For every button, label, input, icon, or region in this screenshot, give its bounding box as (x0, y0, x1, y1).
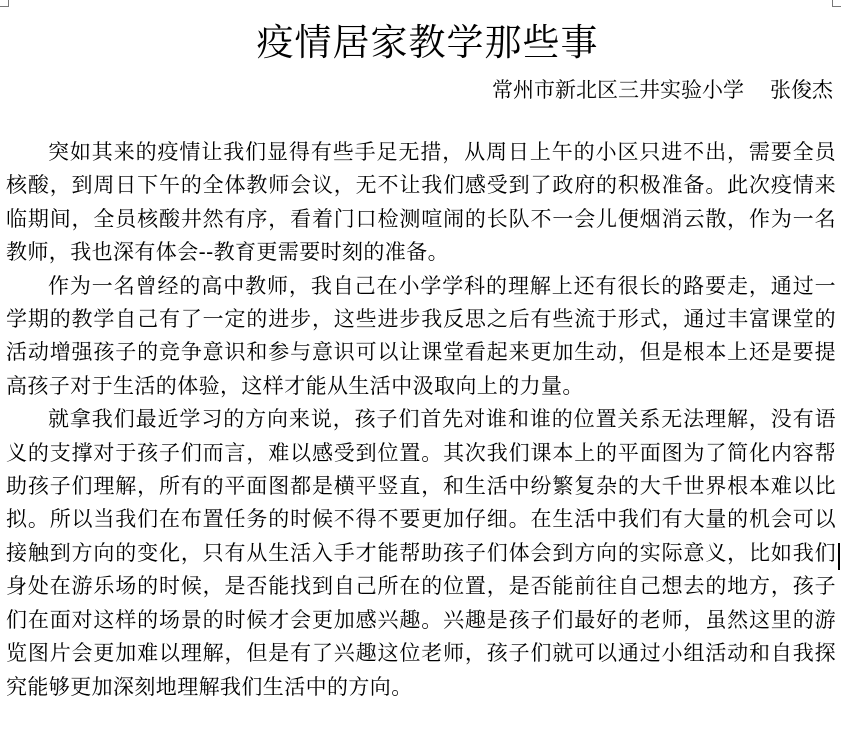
page-corner-mark-right (832, 0, 841, 7)
author-byline (492, 74, 833, 106)
page-corner-mark-left (0, 0, 9, 7)
author-name: 张俊杰 (770, 78, 833, 102)
document-body[interactable] (6, 136, 836, 704)
paragraph-3[interactable]: 就拿我们最近学习的方向来说，孩子们首先对谁和谁的位置关系无法理解，没有语义的支撑对于孩子们而言，难以感受到位置。其次我们课本上的平面图为了简化内容帮助孩子们理解，所有的平面图都是横平竖直，和生活中纷繁复杂的大千世界根本难以比拟。所以当我们在布置任务的时候不得不要更加仔细。在生活中我们有大量的机会可以接触到方向的变化，只有从生活入手才能帮助孩子们体会到方向的实际意义，比如我们身处在游乐场的时候，是否能找到自己所在的位置，是否能前往自己想去的地方，孩子们在面对这样的场景的时候才会更加感兴趣。兴趣是孩子们最好的老师，虽然这里的游览图片会更加难以理解，但是有了兴趣这位老师，孩子们就可以通过小组活动和自我探究能够更加深刻地理解我们生活中的方向。 (6, 407, 836, 699)
document-title: 疫情居家教学那些事 (256, 21, 599, 64)
text-cursor (838, 543, 840, 570)
paragraph-1[interactable]: 突如其来的疫情让我们显得有些手足无措，从周日上午的小区只进不出，需要全员核酸，到周日下午的全体教师会议，无不让我们感受到了政府的积极准备。此次疫情来临期间，全员核酸井然有序，看着门口检测喧闹的长队不一会儿便烟消云散，作为一名教师，我也深有体会--教育更需要时刻的准备。 (6, 140, 836, 265)
author-school: 常州市新北区三井实验小学 (492, 78, 744, 102)
paragraph-2[interactable]: 作为一名曾经的高中教师，我自己在小学学科的理解上还有很长的路要走，通过一学期的教学自己有了一定的进步，这些进步我反思之后有些流于形式，通过丰富课堂的活动增强孩子的竞争意识和参与意识可以让课堂看起来更加生动，但是根本上还是要提高孩子对于生活的体验，这样才能从生活中汲取向上的力量。 (6, 273, 836, 398)
